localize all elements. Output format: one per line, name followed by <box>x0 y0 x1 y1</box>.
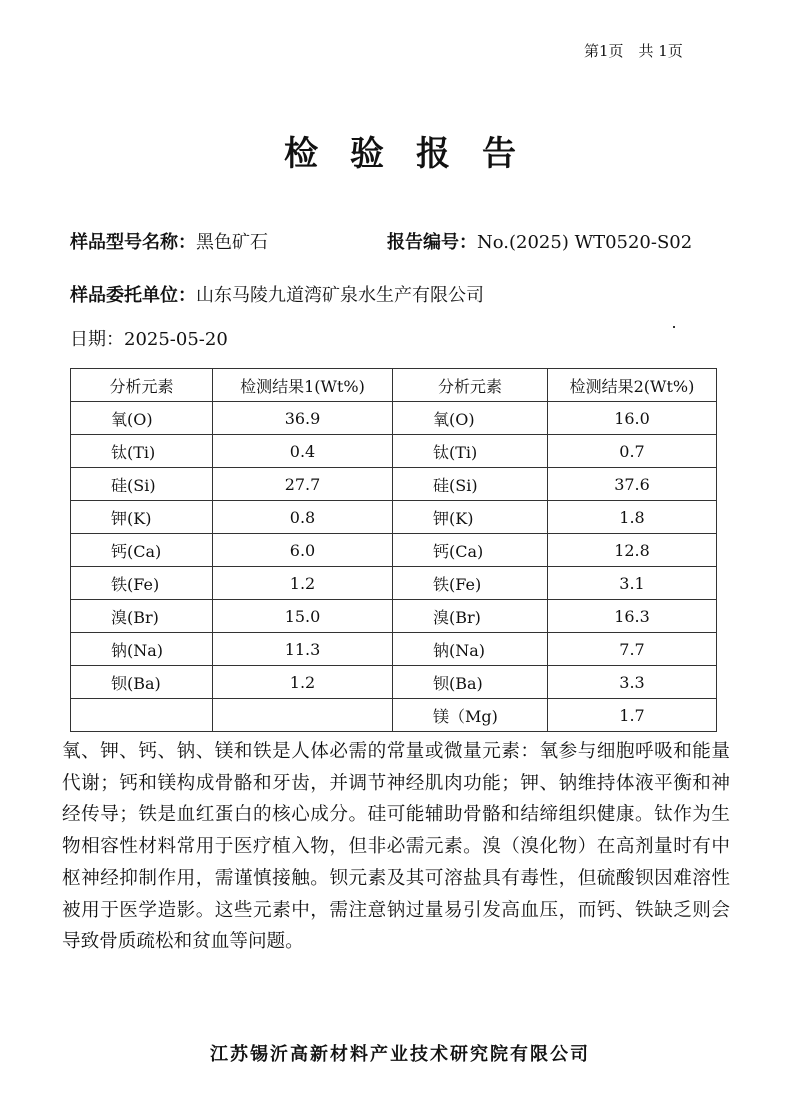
report-title: 检验报告 <box>284 134 548 174</box>
value-cell: 7.7 <box>548 633 717 666</box>
element-cell: 溴(Br) <box>71 600 213 633</box>
client-value: 山东马陵九道湾矿泉水生产有限公司 <box>196 285 484 306</box>
page-number: 第1页 共 1页 <box>584 42 683 60</box>
element-cell: 溴(Br) <box>393 600 548 633</box>
element-description: 氧、钾、钙、钠、镁和铁是人体必需的常量或微量元素：氧参与细胞呼吸和能量代谢；钙和镁构成骨骼和牙齿，并调节神经肌肉功能；钾、钠维持体液平衡和神经传导；铁是血红蛋白的核心成分。硅可能辅助骨骼和结缔组织健康。钛作为生物相容性材料常用于医疗植入物，但非必需元素。溴（溴化物）在高剂量时有中枢神经抑制作用，需谨慎接触。钡元素及其可溶盐具有毒性，但硫酸钡因难溶性被用于医学造影。这些元素中，需注意钠过量易引发高血压，而钙、铁缺乏则会导致骨质疏松和贫血等问题。 <box>62 741 730 953</box>
sample-name-label: 样品型号名称： <box>70 232 196 253</box>
table-row <box>71 402 717 435</box>
stray-dot <box>673 326 675 328</box>
element-cell: 钙(Ca) <box>71 534 213 567</box>
table-row <box>71 699 717 732</box>
date-value: 2025-05-20 <box>124 329 228 350</box>
element-cell: 铁(Fe) <box>393 567 548 600</box>
report-number-field <box>387 228 692 254</box>
value-cell: 11.3 <box>213 633 393 666</box>
value-cell: 0.7 <box>548 435 717 468</box>
value-cell: 1.8 <box>548 501 717 534</box>
value-cell: 6.0 <box>213 534 393 567</box>
value-cell: 12.8 <box>548 534 717 567</box>
table-row <box>71 501 717 534</box>
sample-name-field <box>70 228 268 254</box>
sample-name-value: 黑色矿石 <box>196 232 268 253</box>
header-result-2: 检测结果2(Wt%) <box>548 369 717 402</box>
value-cell: 3.1 <box>548 567 717 600</box>
company-footer: 江苏锡沂高新材料产业技术研究院有限公司 <box>210 1044 590 1065</box>
value-cell: 3.3 <box>548 666 717 699</box>
element-cell: 钛(Ti) <box>393 435 548 468</box>
value-cell: 27.7 <box>213 468 393 501</box>
element-cell: 氧(O) <box>393 402 548 435</box>
table-header-row <box>71 369 717 402</box>
element-cell: 钛(Ti) <box>71 435 213 468</box>
element-cell: 钡(Ba) <box>393 666 548 699</box>
value-cell: 37.6 <box>548 468 717 501</box>
table-row <box>71 633 717 666</box>
element-cell <box>71 699 213 732</box>
element-cell: 钡(Ba) <box>71 666 213 699</box>
element-cell: 钾(K) <box>71 501 213 534</box>
element-cell: 氧(O) <box>71 402 213 435</box>
element-cell: 铁(Fe) <box>71 567 213 600</box>
header-element-1: 分析元素 <box>71 369 213 402</box>
value-cell: 36.9 <box>213 402 393 435</box>
value-cell: 1.2 <box>213 666 393 699</box>
element-cell: 钾(K) <box>393 501 548 534</box>
table-row <box>71 600 717 633</box>
date-label: 日期： <box>70 329 124 350</box>
table-row <box>71 567 717 600</box>
value-cell <box>213 699 393 732</box>
value-cell: 0.8 <box>213 501 393 534</box>
element-cell: 钙(Ca) <box>393 534 548 567</box>
client-field <box>70 281 484 307</box>
value-cell: 16.3 <box>548 600 717 633</box>
value-cell: 15.0 <box>213 600 393 633</box>
client-label: 样品委托单位： <box>70 285 196 306</box>
value-cell: 1.7 <box>548 699 717 732</box>
table-row <box>71 435 717 468</box>
element-cell: 镁（Mg) <box>393 699 548 732</box>
header-result-1: 检测结果1(Wt%) <box>213 369 393 402</box>
table-row <box>71 468 717 501</box>
element-cell: 硅(Si) <box>71 468 213 501</box>
results-table <box>70 368 717 732</box>
value-cell: 1.2 <box>213 567 393 600</box>
table-row <box>71 534 717 567</box>
report-number-value: No.(2025) WT0520-S02 <box>477 232 693 253</box>
element-cell: 硅(Si) <box>393 468 548 501</box>
report-number-label: 报告编号： <box>387 232 477 253</box>
element-cell: 钠(Na) <box>71 633 213 666</box>
value-cell: 16.0 <box>548 402 717 435</box>
table-row <box>71 666 717 699</box>
header-element-2: 分析元素 <box>393 369 548 402</box>
element-cell: 钠(Na) <box>393 633 548 666</box>
date-field <box>70 325 228 351</box>
value-cell: 0.4 <box>213 435 393 468</box>
